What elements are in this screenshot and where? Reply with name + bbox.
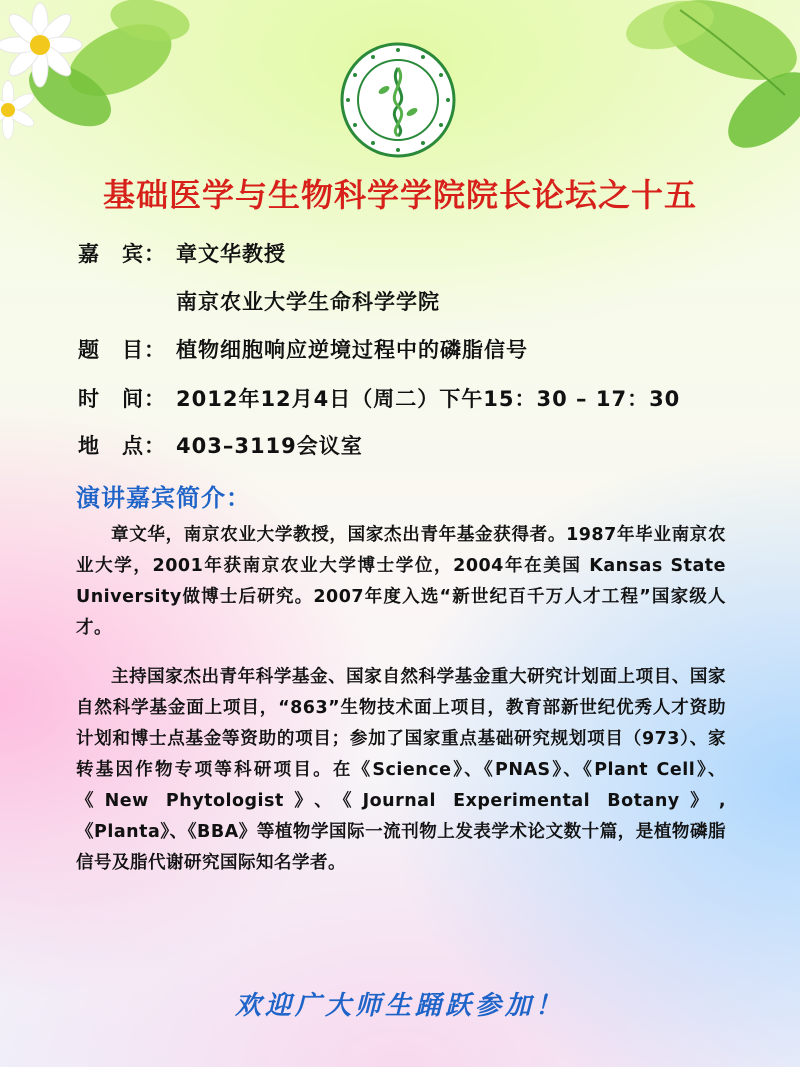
place-label: 地 点：: [78, 434, 166, 458]
topic-text: 植物细胞响应逆境过程中的磷脂信号: [176, 338, 528, 362]
bio-paragraph-2: [76, 662, 726, 879]
leaf-decoration-right: [560, 0, 800, 180]
time-text: 2012年12月4日（周二）下午15：30 – 17：30: [176, 387, 681, 411]
guest-name: 章文华教授: [176, 242, 286, 266]
flower-leaf-decoration-left: [0, 0, 200, 160]
school-logo: [340, 42, 456, 158]
time-row: [78, 383, 680, 413]
event-title: 基础医学与生物科学学院院长论坛之十五: [102, 176, 697, 214]
bio-paragraph-1: [76, 520, 726, 644]
guest-label: 嘉 宾：: [78, 242, 166, 266]
place-text: 403–3119会议室: [176, 434, 363, 458]
bio-paragraph-1-text: 章文华，南京农业大学教授，国家杰出青年基金获得者。1987年毕业南京农业大学，2001年获南京农业大学博士学位，2004年在美国 Kansas State University做博士后研究。2007年度入选“新世纪百千万人才工程”国家级人才。: [76, 525, 726, 638]
topic-row: [78, 334, 528, 364]
topic-label: 题 目：: [78, 338, 166, 362]
bio-paragraph-2-text: 主持国家杰出青年科学基金、国家自然科学基金重大研究计划面上项目、国家自然科学基金面上项目，“863”生物技术面上项目，教育部新世纪优秀人才资助计划和博士点基金等资助的项目；参加了国家重点基础研究规划项目（973）、家转基因作物专项等科研项目。在《Science》、《PNAS》、《Plant Cell》、《New Phytologist》、《Journal Experimental Botany》,《Planta》、《BBA》等植物学国际一流刊物上发表学术论文数十篇，是植物磷脂信号及脂代谢研究国际知名学者。: [76, 667, 726, 873]
place-row: [78, 430, 363, 460]
time-label: 时 间：: [78, 387, 166, 411]
welcome-message: 欢迎广大师生踊跃参加！: [234, 991, 565, 1021]
guest-row: [78, 238, 286, 268]
bio-heading: 演讲嘉宾简介：: [76, 484, 251, 512]
guest-affiliation: 南京农业大学生命科学学院: [176, 290, 440, 314]
